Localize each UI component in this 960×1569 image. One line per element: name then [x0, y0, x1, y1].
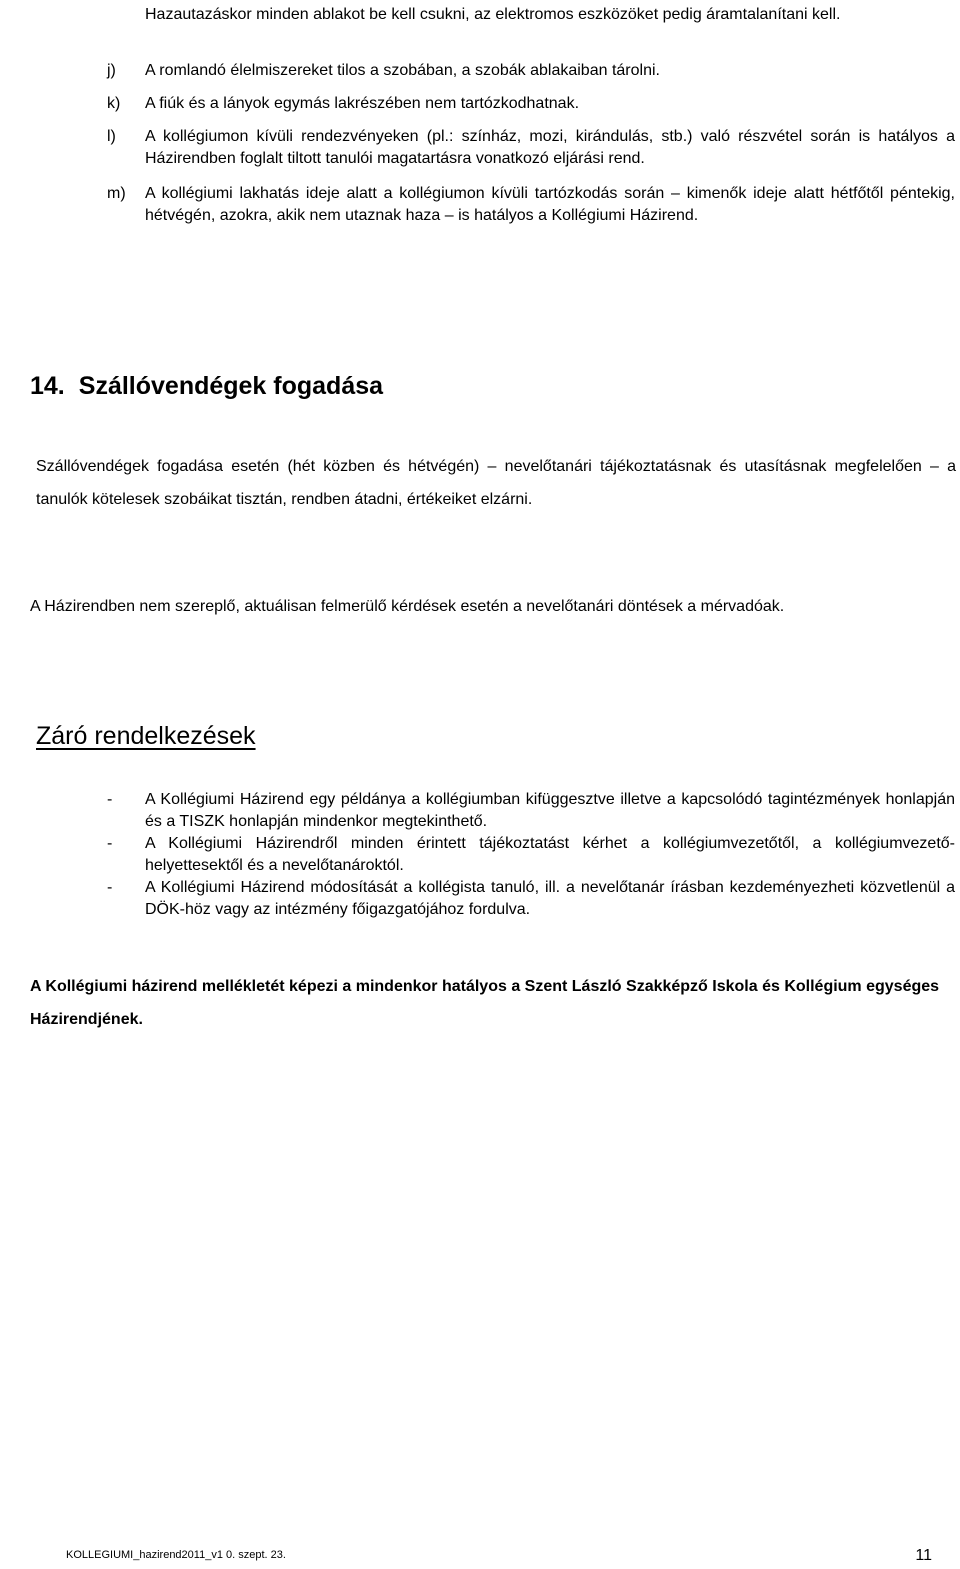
list-marker: j)	[107, 62, 116, 79]
list-item-text: A Kollégiumi Házirend módosítását a kollégista tanuló, ill. a nevelőtanár írásban kezdeményezheti közvetlenül a DÖK-höz vagy az intézmény főigazgatójához fordulva.	[145, 879, 955, 918]
section-number: 14.	[30, 372, 65, 400]
list-marker: k)	[107, 95, 121, 112]
list-item-text: Hazautazáskor minden ablakot be kell csukni, az elektromos eszközöket pedig áramtalanítani kell.	[145, 6, 841, 23]
footer-document-name: KOLLEGIUMI_hazirend2011_v1 0. szept. 23.	[66, 1549, 286, 1561]
list-item-text: A kollégiumon kívüli rendezvényeken (pl.: színház, mozi, kirándulás, stb.) való részvétel során is hatályos a Házirendben foglalt tiltott tanulói magatartásra vonatkozó eljárási rend.	[145, 128, 955, 167]
list-marker: -	[107, 791, 113, 808]
list-marker: -	[107, 835, 113, 852]
section-heading	[30, 370, 383, 402]
list-marker: l)	[107, 128, 116, 145]
list-marker: m)	[107, 185, 126, 202]
section-paragraph: Szállóvendégek fogadása esetén (hét közben és hétvégén) – nevelőtanári tájékoztatásnak és utasításnak megfelelően – a tanulók kötelesek szobáikat tisztán, rendben átadni, értékeiket elzárni.	[36, 458, 956, 508]
section-title: Szállóvendégek fogadása	[78, 372, 384, 400]
list-item-text: A romlandó élelmiszereket tilos a szobában, a szobák ablakaiban tárolni.	[145, 62, 660, 79]
list-item-text: A Kollégiumi Házirendről minden érintett tájékoztatást kérhet a kollégiumvezetőtől, a kollégiumvezető-helyettesektől és a nevelőtanároktól.	[145, 835, 955, 874]
closing-statement: A Kollégiumi házirend mellékletét képezi a mindenkor hatályos a Szent László Szakképző Iskola és Kollégium egységes Házirendjének.	[30, 978, 940, 1028]
page-number: 11	[915, 1547, 932, 1564]
final-heading: Záró rendelkezések	[36, 722, 256, 750]
list-item-text: A Kollégiumi Házirend egy példánya a kollégiumban kifüggesztve illetve a kapcsolódó tagintézmények honlapján és a TISZK honlapján mindenkor megtekinthető.	[145, 791, 955, 830]
list-item-text: A kollégiumi lakhatás ideje alatt a kollégiumon kívüli tartózkodás során – kimenők ideje alatt hétfőtől péntekig, hétvégén, azokra, akik nem utaznak haza – is hatályos a Kollégiumi Házirend.	[145, 185, 955, 224]
section-note: A Házirendben nem szereplő, aktuálisan felmerülő kérdések esetén a nevelőtanári döntések a mérvadóak.	[30, 598, 785, 615]
list-item-text: A fiúk és a lányok egymás lakrészében nem tartózkodhatnak.	[145, 95, 580, 112]
list-marker: -	[107, 879, 113, 896]
